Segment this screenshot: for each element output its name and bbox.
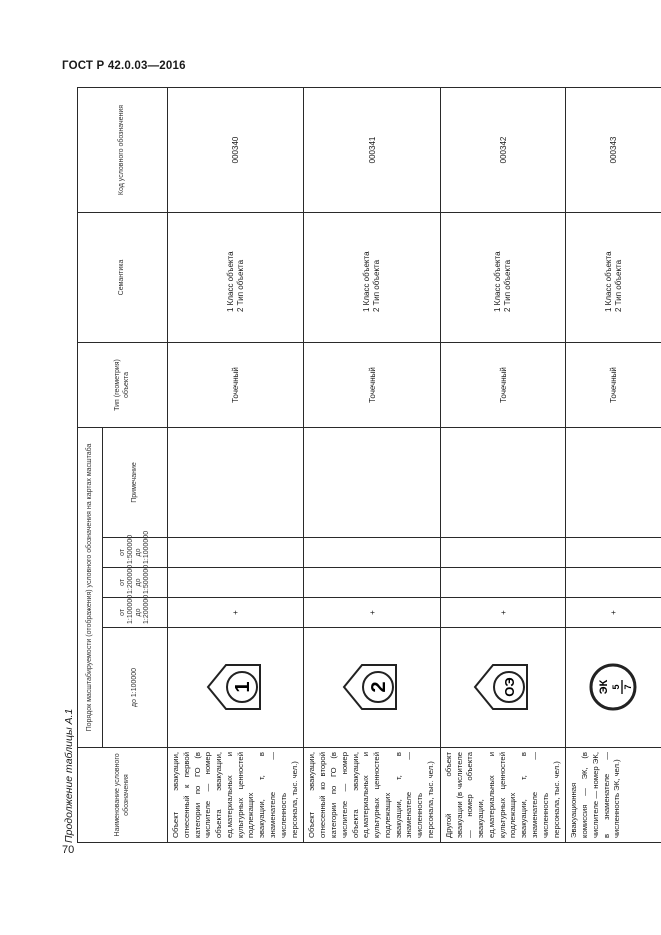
semantics-line-1: 1 Класс объекта: [493, 251, 503, 312]
geometry-cell: Точечный: [566, 342, 661, 427]
geometry-cell: Точечный: [440, 342, 566, 427]
scale-mark: +: [440, 598, 566, 628]
scale-mark: +: [168, 598, 304, 628]
symbol-label: ЭК: [597, 680, 610, 695]
evacuation-commission-symbol-icon: [581, 656, 645, 720]
semantics-cell: [566, 212, 661, 342]
semantics-line-2: 2 Тип объекта: [613, 259, 623, 312]
row-name: Объект эвакуации, отнесенный ко второй категории по ГО (в числителе — номер объекта эвакуации, ед.материальных и культурных ценностей подлежащих эвакуации, т, в знаменателе — численность персонала, тыс. чел.): [304, 748, 440, 843]
table-caption: Продолжение таблицы А.1: [63, 708, 75, 843]
scale-mark: +: [566, 598, 661, 628]
col-header-semantics: Семантика: [78, 212, 168, 342]
code-cell: 000342: [440, 87, 566, 212]
row-name: Другой объект эвакуации (в числителе — номер объекта эвакуации, ед.материальных и культурных ценностей подлежащих эвакуации, т, в знаменателе — численность персонала, тыс. чел.): [440, 748, 566, 843]
scale-mark: +: [304, 598, 440, 628]
col-header-order-group: Порядок масштабируемости (отображения) условного обозначения на картах масштаба: [78, 427, 103, 747]
semantics-cell: [304, 212, 440, 342]
semantics-cell: [440, 212, 566, 342]
symbol-label: 2: [368, 681, 391, 694]
code-cell: 000343: [566, 87, 661, 212]
note-cell: [566, 427, 661, 537]
symbol-label: 1: [231, 681, 254, 694]
semantics-line-2: 2 Тип объекта: [235, 259, 245, 312]
table-row: [168, 87, 304, 842]
geometry-cell: Точечный: [304, 342, 440, 427]
scale-cell-empty: [566, 538, 661, 568]
semantics-line-2: 2 Тип объекта: [503, 259, 513, 312]
rotated-table-wrapper: [63, 88, 633, 843]
symbol-label: ОЭ: [502, 677, 518, 698]
code-cell: 000340: [168, 87, 304, 212]
col-header-scale-4: от 1:500000 до 1:1000000: [103, 538, 168, 568]
code-cell: 000341: [304, 87, 440, 212]
col-header-scale-2: от 1:100000 до 1:200000: [103, 598, 168, 628]
semantics-line-1: 1 Класс объекта: [362, 251, 372, 312]
symbol-denominator: 7: [622, 684, 633, 691]
geometry-cell: Точечный: [168, 342, 304, 427]
symbol-numerator: 5: [610, 684, 621, 691]
evacuation-object-symbol-icon: [338, 656, 404, 720]
symbol-cell: [566, 628, 661, 748]
col-header-code: Код условного обозначения: [78, 87, 168, 212]
note-cell: [168, 427, 304, 537]
scale-cell-empty: [440, 568, 566, 598]
table-row: [304, 87, 440, 842]
note-cell: [304, 427, 440, 537]
symbol-cell: [304, 628, 440, 748]
table-row: [566, 87, 661, 842]
header-row-1: [78, 87, 103, 842]
semantics-line-2: 2 Тип объекта: [372, 259, 382, 312]
evacuation-object-symbol-icon: [469, 656, 535, 720]
document-header: ГОСТ Р 42.0.03—2016: [62, 60, 186, 72]
symbols-table: [77, 87, 661, 843]
col-header-scale-3: от 1:200000 до 1:500000: [103, 568, 168, 598]
scale-cell-empty: [168, 568, 304, 598]
page-number: 70: [62, 844, 75, 856]
evacuation-object-symbol-icon: [202, 656, 268, 720]
scale-cell-empty: [566, 568, 661, 598]
scale-cell-empty: [304, 538, 440, 568]
table-row: [440, 87, 566, 842]
semantics-cell: [168, 212, 304, 342]
semantics-line-1: 1 Класс объекта: [226, 251, 236, 312]
scale-cell-empty: [304, 568, 440, 598]
semantics-line-1: 1 Класс объекта: [604, 251, 614, 312]
symbol-cell: [440, 628, 566, 748]
note-cell: [440, 427, 566, 537]
scale-cell-empty: [168, 538, 304, 568]
row-name: Объект эвакуации, отнесенный к первой категории по ГО (в числителе — номер объекта эвакуации, ед.материальных и культурных ценностей подлежащих эвакуации, т, в знаменателе — численность персонала, тыс. чел.): [168, 748, 304, 843]
row-name: Эвакуационная комиссия — ЭК, (в числителе — номер ЭК, в знаменателе — численность ЭК, чел.): [566, 748, 661, 843]
col-header-scale-1: до 1:100000: [103, 628, 168, 748]
col-header-name: Наименование условного обозначения: [78, 748, 168, 843]
scale-cell-empty: [440, 538, 566, 568]
col-header-note: Примечание: [103, 427, 168, 537]
col-header-geometry: Тип (геометрия) объекта: [78, 342, 168, 427]
symbol-cell: [168, 628, 304, 748]
